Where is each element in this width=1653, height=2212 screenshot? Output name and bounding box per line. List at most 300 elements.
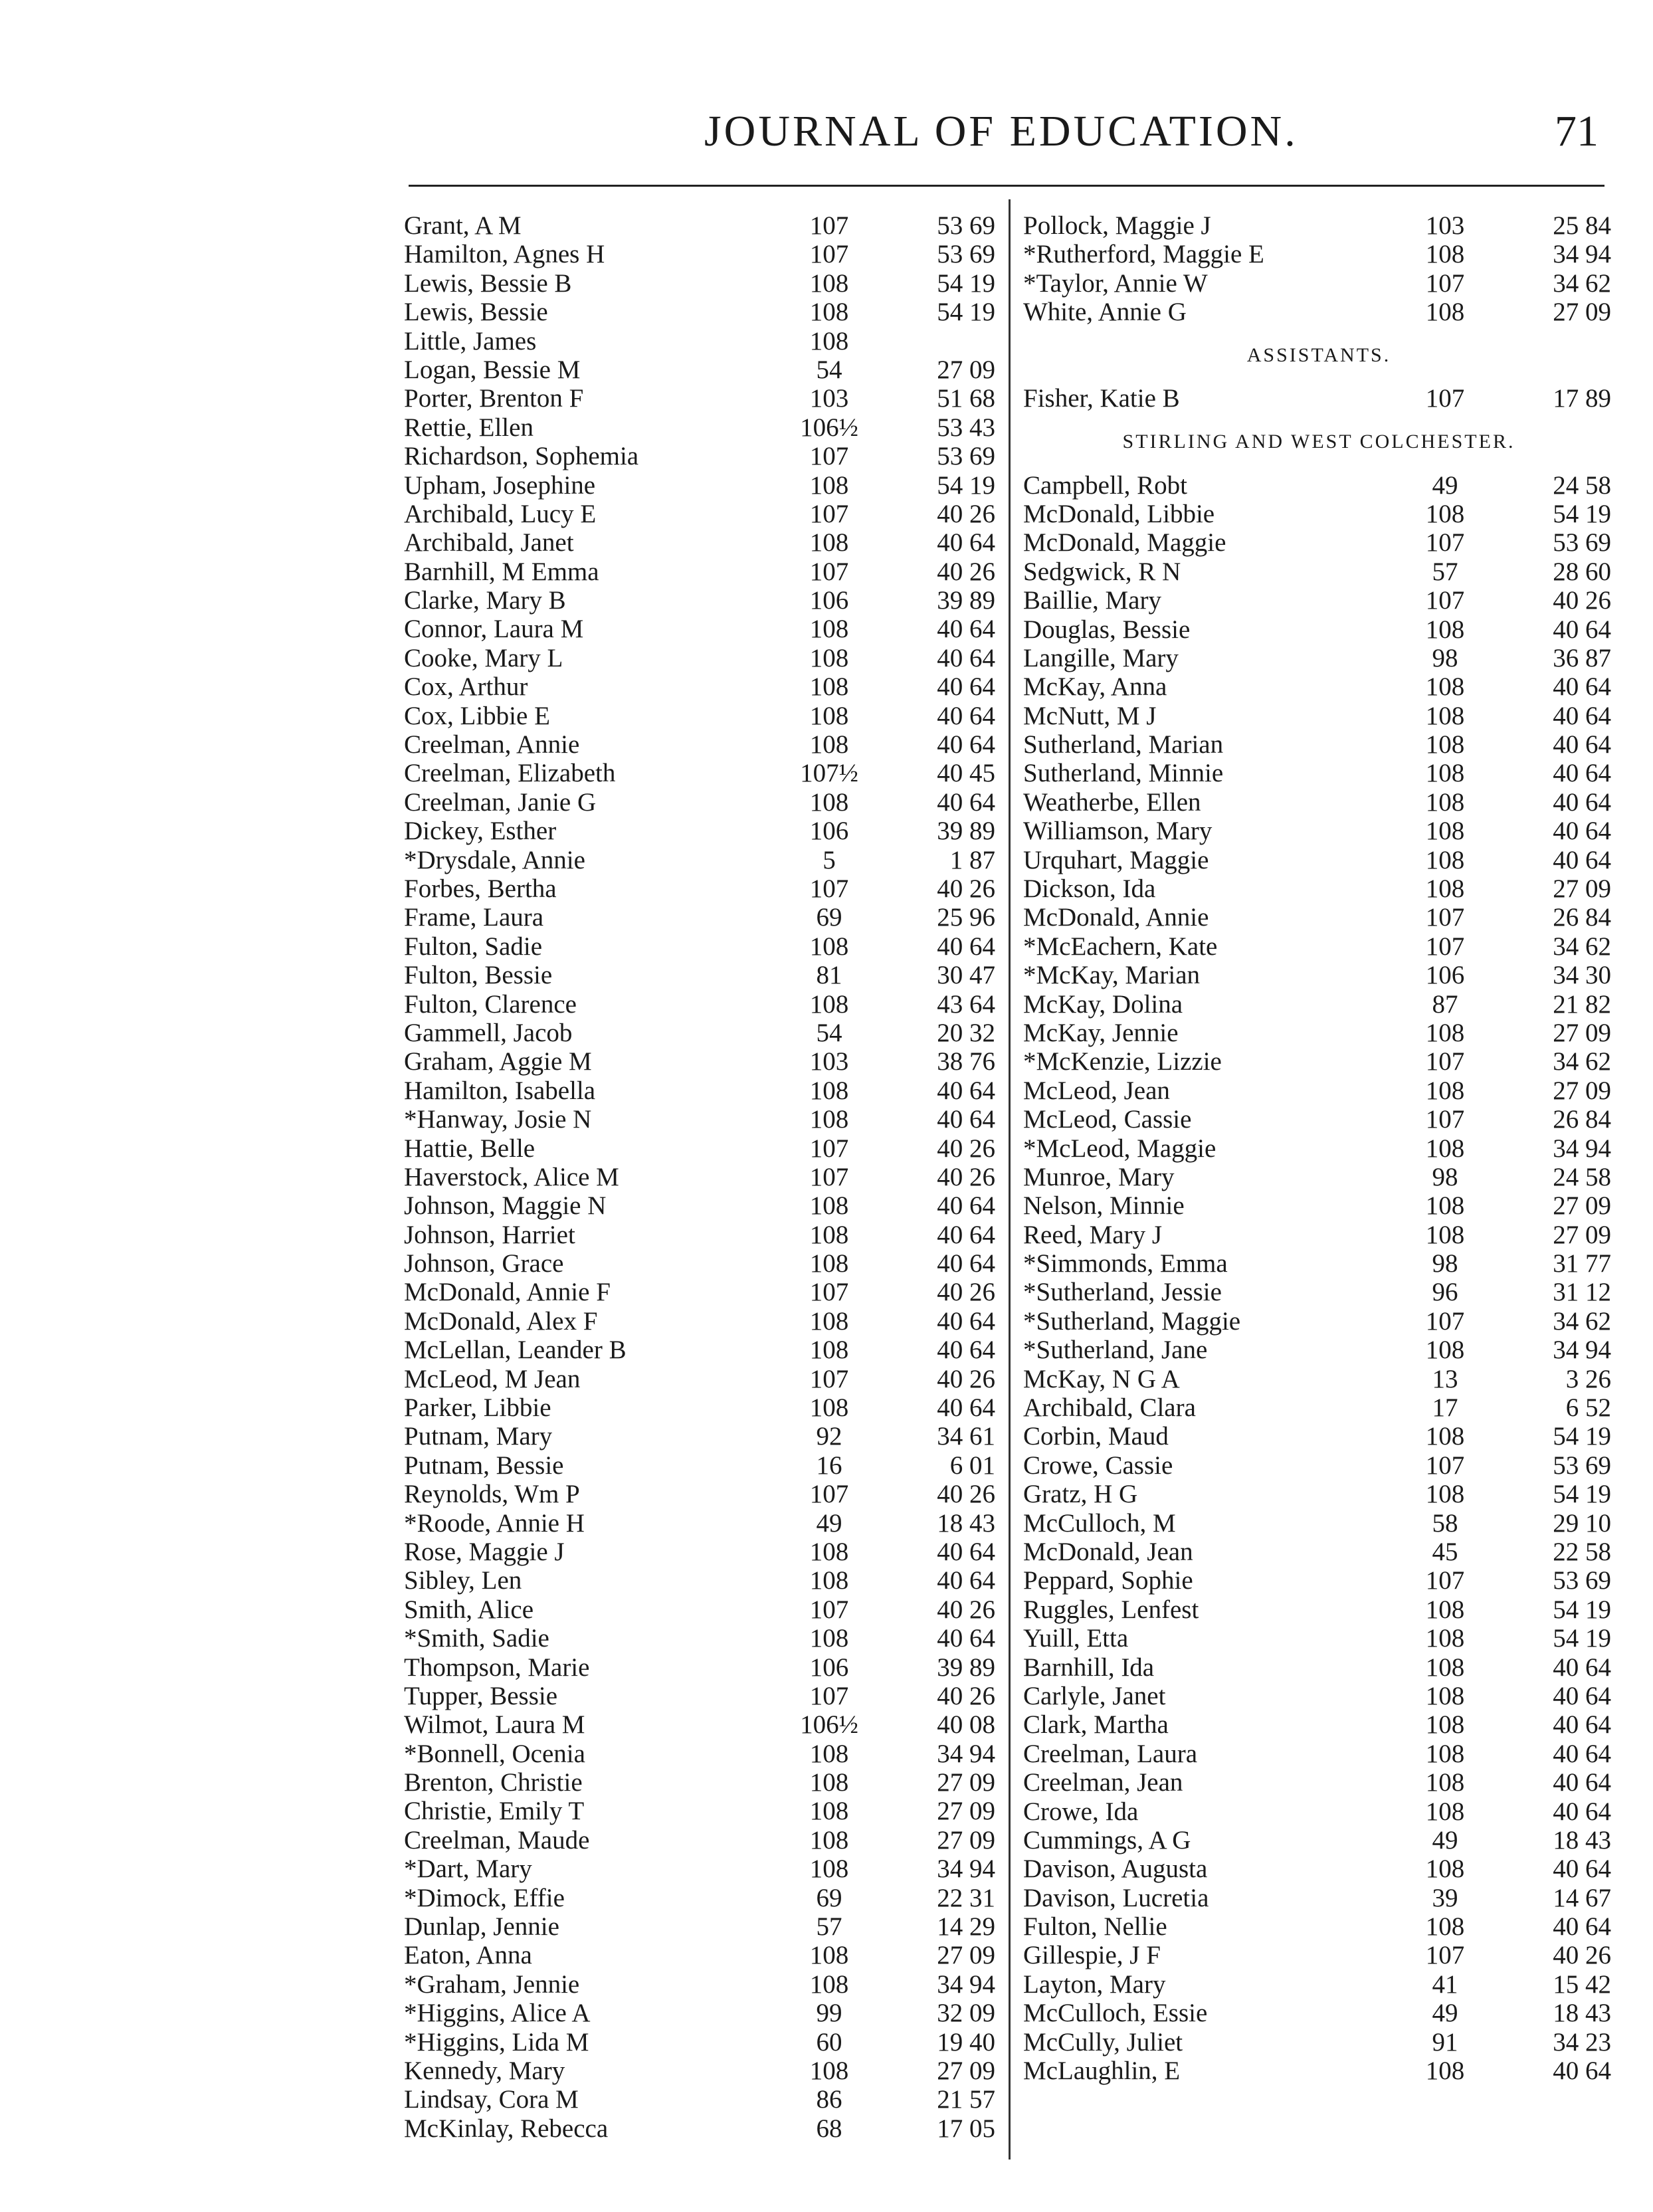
grant-amount: 24 58 — [1553, 1162, 1611, 1191]
table-row — [404, 2114, 1005, 2143]
days-taught: 108 — [809, 1739, 849, 1768]
teacher-name: Sedgwick, R N — [1023, 557, 1181, 586]
grant-amount: 40 64 — [1553, 1739, 1611, 1768]
teacher-name: Cummings, A G — [1023, 1825, 1191, 1855]
days-taught: 108 — [1425, 1681, 1465, 1710]
days-taught: 108 — [809, 2057, 849, 2085]
days-taught: 108 — [809, 326, 849, 355]
teacher-name: Putnam, Bessie — [404, 1451, 564, 1480]
table-row — [404, 528, 1005, 557]
grant-amount: 14 67 — [1553, 1883, 1611, 1912]
days-taught: 108 — [1425, 2057, 1465, 2086]
grant-amount: 40 64 — [937, 1537, 995, 1566]
teacher-name: McLellan, Leander B — [404, 1336, 627, 1365]
teacher-name: Dunlap, Jennie — [404, 1912, 559, 1942]
days-taught: 108 — [809, 1797, 849, 1826]
teacher-name: *Drysdale, Annie — [404, 845, 585, 874]
teacher-name: Crowe, Cassie — [1023, 1451, 1173, 1480]
days-taught: 57 — [1432, 557, 1458, 586]
teacher-name: *McEachern, Kate — [1023, 932, 1218, 961]
days-taught: 108 — [809, 1624, 849, 1653]
grant-amount: 40 26 — [937, 1595, 995, 1624]
grant-amount: 40 64 — [937, 932, 995, 961]
section-heading — [1023, 413, 1614, 471]
table-row — [404, 471, 1005, 500]
days-taught: 107 — [1425, 903, 1465, 932]
days-taught: 108 — [809, 1393, 849, 1423]
teacher-name: Creelman, Maude — [404, 1825, 590, 1855]
teacher-name: Gratz, H G — [1023, 1480, 1138, 1509]
teacher-name: Archibald, Clara — [1023, 1393, 1196, 1423]
days-taught: 108 — [809, 932, 849, 961]
table-row — [1023, 1163, 1614, 1191]
teacher-name: McLeod, Cassie — [1023, 1105, 1192, 1134]
days-taught: 108 — [809, 1306, 849, 1336]
days-taught: 106 — [809, 1653, 849, 1682]
table-row — [1023, 1047, 1614, 1076]
days-taught: 49 — [1432, 1999, 1458, 2028]
table-row — [1023, 1076, 1614, 1105]
grant-amount: 40 26 — [937, 499, 995, 528]
table-row — [1023, 1768, 1614, 1797]
days-taught: 107 — [1425, 932, 1465, 961]
days-taught: 54 — [816, 355, 842, 384]
teacher-name: *Dart, Mary — [404, 1855, 532, 1884]
days-taught: 108 — [809, 730, 849, 759]
table-row — [1023, 672, 1614, 701]
teacher-name: Brenton, Christie — [404, 1768, 583, 1797]
teacher-name: Hamilton, Isabella — [404, 1076, 596, 1105]
grant-amount: 27 09 — [937, 2057, 995, 2085]
grant-amount: 14 29 — [937, 1912, 995, 1942]
grant-amount: 40 64 — [1553, 701, 1611, 730]
grant-amount: 40 64 — [937, 643, 995, 672]
teacher-name: Upham, Josephine — [404, 470, 596, 500]
table-row — [404, 1393, 1005, 1422]
table-row — [1023, 384, 1614, 413]
table-row — [1023, 702, 1614, 730]
days-taught: 108 — [1425, 701, 1465, 730]
days-taught: 60 — [816, 2027, 842, 2057]
grant-amount: 34 61 — [937, 1422, 995, 1451]
days-taught: 106 — [1425, 961, 1465, 990]
table-row — [404, 1941, 1005, 1969]
days-taught: 49 — [816, 1508, 842, 1538]
grant-amount: 6 52 — [1565, 1393, 1611, 1423]
table-row — [404, 240, 1005, 268]
days-taught: 103 — [1425, 211, 1465, 240]
grant-amount: 27 09 — [937, 1797, 995, 1826]
grant-amount: 40 64 — [1553, 1768, 1611, 1797]
grant-amount: 22 58 — [1553, 1538, 1611, 1566]
teacher-name: *Smith, Sadie — [404, 1624, 549, 1653]
table-row — [404, 1538, 1005, 1566]
table-row — [404, 1365, 1005, 1393]
grant-amount: 40 64 — [937, 1393, 995, 1423]
teacher-name: McDonald, Alex F — [404, 1306, 598, 1336]
table-row — [404, 961, 1005, 989]
days-taught: 107 — [1425, 384, 1465, 413]
teacher-name: Fulton, Nellie — [1023, 1912, 1167, 1942]
grant-amount: 27 09 — [1553, 1076, 1611, 1105]
teacher-name: Langille, Mary — [1023, 643, 1179, 672]
grant-amount: 38 76 — [937, 1047, 995, 1076]
grant-amount: 6 01 — [949, 1451, 995, 1480]
teacher-name: Graham, Aggie M — [404, 1047, 592, 1076]
teacher-name: *Rutherford, Maggie E — [1023, 240, 1264, 269]
grant-amount: 40 26 — [937, 1681, 995, 1710]
days-taught: 108 — [1425, 1768, 1465, 1797]
days-taught: 107 — [809, 1162, 849, 1191]
teacher-name: Dickey, Esther — [404, 817, 557, 846]
teacher-name: Sutherland, Marian — [1023, 730, 1224, 759]
grant-amount: 51 68 — [937, 384, 995, 413]
grant-amount: 36 87 — [1553, 643, 1611, 672]
days-taught: 96 — [1432, 1278, 1458, 1307]
teacher-name: Davison, Augusta — [1023, 1855, 1208, 1884]
table-row — [404, 672, 1005, 701]
table-row — [404, 327, 1005, 355]
grant-amount: 27 09 — [937, 355, 995, 384]
grant-amount: 40 64 — [1553, 1797, 1611, 1826]
days-taught: 107 — [809, 1595, 849, 1624]
grant-amount: 34 94 — [1553, 1336, 1611, 1365]
table-row — [1023, 1509, 1614, 1538]
grant-amount: 54 19 — [1553, 1480, 1611, 1509]
days-taught: 108 — [1425, 672, 1465, 702]
teacher-name: McCulloch, M — [1023, 1508, 1176, 1538]
days-taught: 107 — [809, 1134, 849, 1163]
table-row — [1023, 1826, 1614, 1855]
days-taught: 54 — [816, 1018, 842, 1047]
grant-amount: 40 26 — [1553, 1941, 1611, 1970]
teacher-name: Creelman, Elizabeth — [404, 759, 616, 788]
header-rule — [409, 185, 1604, 187]
teacher-name: Reynolds, Wm P — [404, 1480, 580, 1509]
teacher-name: Creelman, Laura — [1023, 1739, 1198, 1768]
table-row — [1023, 1451, 1614, 1480]
grant-amount: 22 31 — [937, 1883, 995, 1912]
days-taught: 108 — [809, 1191, 849, 1221]
grant-amount: 27 09 — [1553, 1220, 1611, 1249]
days-taught: 106 — [809, 586, 849, 615]
grant-amount: 27 09 — [1553, 298, 1611, 327]
grant-amount: 34 94 — [1553, 240, 1611, 269]
teacher-name: Tupper, Bessie — [404, 1681, 558, 1710]
days-taught: 107 — [809, 1278, 849, 1307]
grant-amount: 40 64 — [1553, 1710, 1611, 1740]
teacher-name: McKinlay, Rebecca — [404, 2114, 609, 2143]
table-row — [404, 1336, 1005, 1364]
grant-amount: 53 69 — [1553, 1566, 1611, 1595]
table-row — [1023, 1105, 1614, 1134]
grant-amount: 1 87 — [949, 845, 995, 874]
days-taught: 98 — [1432, 1162, 1458, 1191]
table-row — [404, 932, 1005, 961]
teacher-name: Thompson, Marie — [404, 1653, 590, 1682]
teacher-name: *Sutherland, Maggie — [1023, 1306, 1241, 1336]
table-row — [404, 644, 1005, 672]
teacher-name: McKay, Jennie — [1023, 1018, 1179, 1047]
grant-amount: 40 64 — [937, 1306, 995, 1336]
table-row — [404, 1076, 1005, 1105]
table-row — [404, 1249, 1005, 1278]
page-number: 71 — [1555, 107, 1599, 155]
teacher-name: Archibald, Janet — [404, 528, 574, 557]
days-taught: 107 — [809, 240, 849, 269]
grant-amount: 40 64 — [937, 672, 995, 702]
teacher-name: McKay, N G A — [1023, 1364, 1180, 1393]
days-taught: 108 — [809, 1336, 849, 1365]
days-taught: 107 — [1425, 528, 1465, 557]
teacher-name: Creelman, Jean — [1023, 1768, 1183, 1797]
grant-amount: 17 89 — [1553, 384, 1611, 413]
teacher-name: Urquhart, Maggie — [1023, 845, 1209, 874]
grant-amount: 40 64 — [937, 1624, 995, 1653]
days-taught: 108 — [1425, 1855, 1465, 1884]
table-row — [1023, 961, 1614, 989]
grant-amount: 3 26 — [1565, 1364, 1611, 1393]
days-taught: 107 — [1425, 586, 1465, 615]
table-row — [404, 846, 1005, 874]
days-taught: 108 — [809, 615, 849, 644]
days-taught: 108 — [1425, 1134, 1465, 1163]
grant-amount: 39 89 — [937, 586, 995, 615]
days-taught: 108 — [1425, 759, 1465, 788]
days-taught: 108 — [1425, 845, 1465, 874]
grant-amount: 40 64 — [1553, 730, 1611, 759]
table-row — [404, 413, 1005, 442]
grant-amount: 40 64 — [937, 787, 995, 817]
days-taught: 107 — [809, 874, 849, 903]
table-row — [404, 730, 1005, 759]
teacher-name: *Graham, Jennie — [404, 1969, 580, 1999]
grant-amount: 26 84 — [1553, 903, 1611, 932]
days-taught: 108 — [809, 470, 849, 500]
grant-amount: 18 43 — [1553, 1825, 1611, 1855]
grant-amount: 27 09 — [937, 1768, 995, 1797]
days-taught: 108 — [1425, 817, 1465, 846]
days-taught: 108 — [809, 1566, 849, 1595]
days-taught: 108 — [1425, 1595, 1465, 1624]
teacher-name: Hattie, Belle — [404, 1134, 535, 1163]
column-divider — [1009, 199, 1011, 2160]
days-taught: 106 — [809, 817, 849, 846]
days-taught: 108 — [1425, 499, 1465, 528]
grant-amount: 53 69 — [1553, 1451, 1611, 1480]
table-row — [404, 1163, 1005, 1191]
days-taught: 108 — [809, 989, 849, 1019]
table-row — [404, 1855, 1005, 1883]
grant-amount: 18 43 — [937, 1508, 995, 1538]
table-row — [404, 586, 1005, 615]
grant-amount: 34 62 — [1553, 932, 1611, 961]
days-taught: 108 — [1425, 1220, 1465, 1249]
teacher-name: Connor, Laura M — [404, 615, 584, 644]
teacher-name: McLaughlin, E — [1023, 2057, 1181, 2086]
grant-amount: 40 64 — [1553, 1653, 1611, 1682]
table-row — [404, 1682, 1005, 1710]
days-taught: 108 — [1425, 1018, 1465, 1047]
teacher-name: Douglas, Bessie — [1023, 615, 1191, 644]
grant-amount: 20 32 — [937, 1018, 995, 1047]
teacher-name: *Simmonds, Emma — [1023, 1249, 1228, 1278]
teacher-name: Lewis, Bessie B — [404, 268, 572, 298]
teacher-name: *Roode, Annie H — [404, 1508, 585, 1538]
teacher-name: *Higgins, Alice A — [404, 1999, 591, 2028]
table-row — [1023, 1682, 1614, 1710]
grant-amount: 40 64 — [937, 1249, 995, 1278]
teacher-name: McNutt, M J — [1023, 701, 1157, 730]
table-row — [1023, 1970, 1614, 1999]
table-row — [1023, 846, 1614, 874]
days-taught: 107 — [809, 442, 849, 471]
table-row — [1023, 1999, 1614, 2027]
grant-amount: 39 89 — [937, 1653, 995, 1682]
teacher-name: Reed, Mary J — [1023, 1220, 1163, 1249]
teacher-name: Gammell, Jacob — [404, 1018, 573, 1047]
teacher-name: Nelson, Minnie — [1023, 1191, 1185, 1221]
grant-amount: 40 64 — [1553, 1681, 1611, 1710]
grant-amount: 27 09 — [1553, 1018, 1611, 1047]
grant-amount: 34 62 — [1553, 1047, 1611, 1076]
days-taught: 86 — [816, 2085, 842, 2114]
teacher-name: *Bonnell, Ocenia — [404, 1739, 585, 1768]
days-taught: 108 — [1425, 1336, 1465, 1365]
table-row — [1023, 1912, 1614, 1941]
table-row — [1023, 932, 1614, 961]
teacher-name: Sutherland, Minnie — [1023, 759, 1224, 788]
table-row — [404, 1451, 1005, 1480]
teacher-name: Barnhill, M Emma — [404, 557, 599, 586]
table-row — [404, 1884, 1005, 1912]
teacher-name: McKay, Anna — [1023, 672, 1167, 702]
grant-amount: 30 47 — [937, 961, 995, 990]
grant-amount: 31 77 — [1553, 1249, 1611, 1278]
days-taught: 108 — [1425, 1797, 1465, 1826]
days-taught: 108 — [809, 643, 849, 672]
days-taught: 87 — [1432, 989, 1458, 1019]
grant-amount: 54 19 — [1553, 1624, 1611, 1653]
teacher-name: Eaton, Anna — [404, 1941, 532, 1970]
section-heading — [1023, 327, 1614, 385]
table-row — [404, 355, 1005, 384]
table-row — [404, 759, 1005, 787]
table-row — [1023, 788, 1614, 817]
table-row — [1023, 1624, 1614, 1653]
grant-amount: 40 64 — [937, 615, 995, 644]
teacher-name: Fulton, Clarence — [404, 989, 577, 1019]
teacher-name: Smith, Alice — [404, 1595, 534, 1624]
table-row — [404, 1768, 1005, 1797]
table-row — [1023, 1855, 1614, 1883]
table-row — [404, 298, 1005, 326]
teacher-name: *McKay, Marian — [1023, 961, 1201, 990]
teacher-name: Lindsay, Cora M — [404, 2085, 579, 2114]
teacher-name: Yuill, Etta — [1023, 1624, 1129, 1653]
days-taught: 92 — [816, 1422, 842, 1451]
grant-amount: 27 09 — [1553, 874, 1611, 904]
teacher-name: Johnson, Maggie N — [404, 1191, 607, 1221]
teacher-name: McCully, Juliet — [1023, 2027, 1183, 2057]
days-taught: 107½ — [800, 759, 858, 788]
grant-amount: 40 64 — [937, 1105, 995, 1134]
teacher-name: Pollock, Maggie J — [1023, 211, 1211, 240]
teacher-name: Rose, Maggie J — [404, 1537, 565, 1566]
table-row — [404, 1134, 1005, 1163]
grant-amount: 40 64 — [937, 1191, 995, 1221]
table-row — [404, 1710, 1005, 1739]
section-heading-text: STIRLING AND WEST COLCHESTER. — [1122, 430, 1515, 452]
table-row — [404, 442, 1005, 470]
table-row — [1023, 644, 1614, 672]
grant-amount: 34 94 — [1553, 1134, 1611, 1163]
days-taught: 108 — [809, 1969, 849, 1999]
days-taught: 5 — [823, 845, 836, 874]
teacher-name: Carlyle, Janet — [1023, 1681, 1166, 1710]
grant-amount: 26 84 — [1553, 1105, 1611, 1134]
table-row — [1023, 2028, 1614, 2057]
table-row — [1023, 1595, 1614, 1624]
table-row — [404, 874, 1005, 903]
table-row — [404, 2057, 1005, 2085]
table-row — [1023, 615, 1614, 644]
table-row — [404, 1999, 1005, 2027]
days-taught: 108 — [809, 701, 849, 730]
table-row — [1023, 1191, 1614, 1220]
grant-amount: 40 26 — [937, 874, 995, 903]
days-taught: 107 — [809, 1364, 849, 1393]
days-taught: 108 — [1425, 1739, 1465, 1768]
days-taught: 58 — [1432, 1508, 1458, 1538]
table-row — [1023, 1884, 1614, 1912]
table-row — [1023, 1278, 1614, 1306]
table-row — [404, 1566, 1005, 1595]
table-row — [1023, 759, 1614, 787]
grant-amount: 31 12 — [1553, 1278, 1611, 1307]
table-row — [404, 1970, 1005, 1999]
teacher-name: Wilmot, Laura M — [404, 1710, 585, 1740]
days-taught: 68 — [816, 2114, 842, 2143]
grant-amount: 21 57 — [937, 2085, 995, 2114]
grant-amount: 27 09 — [1553, 1191, 1611, 1221]
grant-amount: 40 64 — [1553, 1912, 1611, 1942]
grant-amount: 34 94 — [937, 1739, 995, 1768]
teacher-name: Christie, Emily T — [404, 1797, 585, 1826]
teacher-name: Sibley, Len — [404, 1566, 522, 1595]
table-row — [1023, 1365, 1614, 1393]
teacher-name: *Taylor, Annie W — [1023, 268, 1208, 298]
teacher-name: Williamson, Mary — [1023, 817, 1213, 846]
days-taught: 107 — [1425, 1105, 1465, 1134]
teacher-name: Dickson, Ida — [1023, 874, 1156, 904]
teacher-name: Weatherbe, Ellen — [1023, 787, 1201, 817]
table-row — [404, 1047, 1005, 1076]
days-taught: 69 — [816, 1883, 842, 1912]
table-row — [1023, 1566, 1614, 1595]
table-row — [1023, 211, 1614, 240]
days-taught: 49 — [1432, 470, 1458, 500]
teacher-name: McCulloch, Essie — [1023, 1999, 1208, 2028]
teacher-name: Creelman, Annie — [404, 730, 580, 759]
teacher-name: McDonald, Annie — [1023, 903, 1209, 932]
grant-amount: 40 64 — [937, 1076, 995, 1105]
grant-amount: 40 64 — [1553, 672, 1611, 702]
teacher-name: Creelman, Janie G — [404, 787, 597, 817]
teacher-name: Fulton, Bessie — [404, 961, 553, 990]
table-row — [1023, 990, 1614, 1019]
table-row — [404, 1105, 1005, 1134]
